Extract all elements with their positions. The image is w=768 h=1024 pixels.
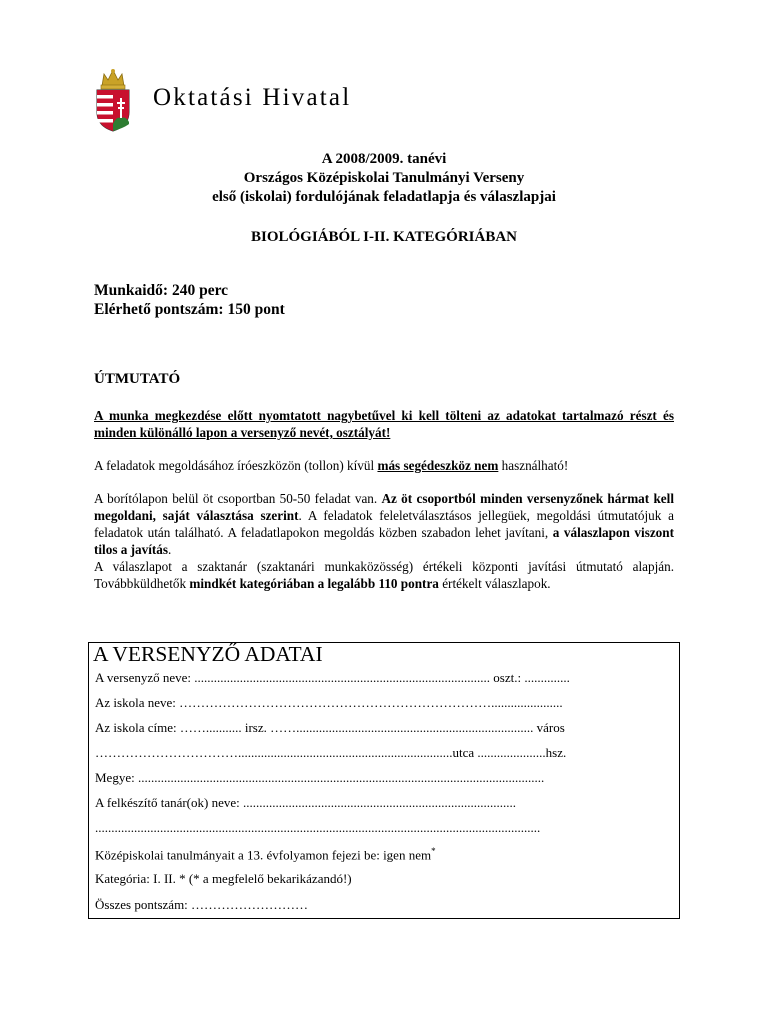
guide-p3-emphasis-1: Az öt csoportból minden versenyzőnek hármat kell megoldani, saját választása szerint <box>94 491 674 523</box>
form-row-street[interactable]: ……………………………..................................................................utca .....................hsz. <box>95 745 567 760</box>
contestant-data-title: A VERSENYZŐ ADATAI <box>93 642 323 666</box>
guide-p2-text-a: A feladatok megoldásához íróeszközön (tollon) kívül <box>94 458 378 473</box>
guide-paragraph-1: A munka megkezdése előtt nyomtatott nagybetűvel ki kell tölteni az adatokat tartalmazó részt és minden különálló lapon a versenyző nevét, osztályát! <box>94 408 674 440</box>
guide-p3-text-c: . A feladatok feleletválasztásos jellegüek, megoldási útmutatójuk a feladatok után található. A feladatlapokon megoldás közben szabadon lehet javítani, <box>94 508 674 540</box>
form-row-category[interactable]: Kategória: I. II. * (* a megfelelő bekarikázandó!) <box>95 871 352 886</box>
guide-p3-text-e: . <box>168 542 172 557</box>
form-row-school-address[interactable]: Az iskola címe: ……........... irsz. ……......................................................................... város <box>95 720 565 735</box>
form-row-school-name[interactable]: Az iskola neve: ………………………………………………………………...................... <box>95 695 563 710</box>
guide-heading: ÚTMUTATÓ <box>94 371 181 387</box>
title-subject: BIOLÓGIÁBÓL I-II. KATEGÓRIÁBAN <box>250 229 518 245</box>
title-year: A 2008/2009. tanévi <box>321 151 447 167</box>
guide-p2-text-c: használható! <box>498 458 569 473</box>
guide-p2-emphasis: más segédeszköz nem <box>377 458 499 473</box>
grade-13-question: Középiskolai tanulmányait a 13. évfolyamon fejezi be: igen nem <box>95 847 432 863</box>
form-row-teacher-continued[interactable]: ......................................................................................................................................... <box>95 820 541 835</box>
guide-p3-emphasis-2: a válaszlapon viszont tilos a javítás <box>94 525 674 557</box>
guide-p4-text-c: értékelt válaszlapok. <box>438 576 551 591</box>
form-row-grade-13[interactable] <box>95 846 673 863</box>
form-row-county[interactable]: Megye: ............................................................................................................................. <box>95 770 545 785</box>
guide-p4-emphasis: mindkét kategóriában a legalább 110 pontra <box>189 576 439 591</box>
form-row-teacher[interactable]: A felkészítő tanár(ok) neve: .................................................................................... <box>95 795 516 810</box>
title-competition: Országos Középiskolai Tanulmányi Verseny <box>243 170 525 186</box>
organization-name: Oktatási Hivatal <box>153 84 352 111</box>
guide-paragraph-2 <box>94 457 674 474</box>
form-row-name[interactable]: A versenyző neve: ........................................................................................... oszt.: .............. <box>95 670 570 685</box>
work-time: Munkaidő: 240 perc <box>94 282 229 299</box>
form-row-total-points[interactable]: Összes pontszám: ……………………… <box>95 897 309 912</box>
guide-p3-text-a: A borítólapon belül öt csoportban 50-50 feladat van. <box>94 491 382 506</box>
title-round: első (iskolai) fordulójának feladatlapja és válaszlapjai <box>212 189 556 205</box>
max-points: Elérhető pontszám: 150 pont <box>94 301 285 318</box>
hungarian-coat-of-arms-logo <box>94 68 132 132</box>
footnote-mark: * <box>431 846 436 856</box>
guide-p4-text-a: A válaszlapot a szaktanár (szaktanári munkaközösség) értékeli központi javítási útmutató alapján. Továbbküldhetők <box>94 559 674 591</box>
guide-paragraph-3 <box>94 490 674 592</box>
